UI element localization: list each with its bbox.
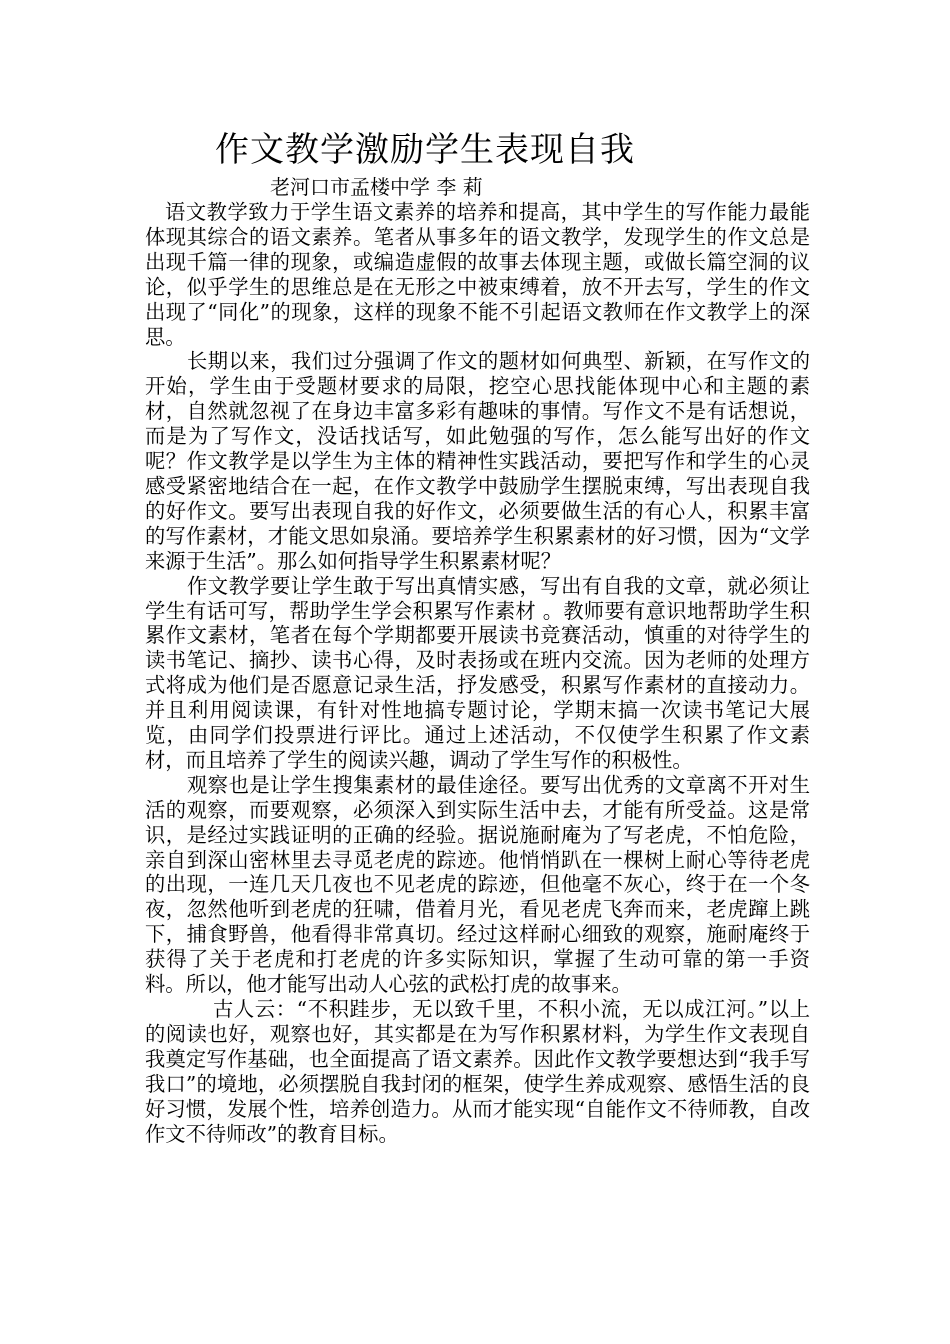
paragraph-1: 语文教学致力于学生语文素养的培养和提高，其中学生的写作能力最能体现其综合的语文素养。笔者从事多年的语文教学，发现学生的作文总是出现千篇一律的现象，或编造虚假的故事去体现主题，或做长篇空洞的议论，似乎学生的思维总是在无形之中被束缚着，放不开去写，学生的作文出现了“同化”的现象，这样的现象不能不引起语文教师在作文教学上的深思。 xyxy=(145,200,810,349)
paragraph-5: 古人云：“不积跬步，无以致千里，不积小流，无以成江河。”以上的阅读也好，观察也好，其实都是在为写作积累材料，为学生作文表现自我奠定写作基础，也全面提高了语文素养。因此作文教学要想达到“我手写我口”的境地，必须摆脱自我封闭的框架，使学生养成观察、感悟生活的良好习惯，发展个性，培养创造力。从而才能实现“自能作文不待师教，自改作文不待师改”的教育目标。 xyxy=(145,997,810,1146)
author-line: 老河口市孟楼中学 李 莉 xyxy=(270,175,483,199)
paragraph-4: 观察也是让学生搜集素材的最佳途径。要写出优秀的文章离不开对生活的观察，而要观察，必须深入到实际生活中去，才能有所受益。这是常识，是经过实践证明的正确的经验。据说施耐庵为了写老虎，不怕危险，亲自到深山密林里去寻觅老虎的踪迹。他悄悄趴在一棵树上耐心等待老虎的出现，一连几天几夜也不见老虎的踪迹，但他毫不灰心，终于在一个冬夜，忽然他听到老虎的狂啸，借着月光，看见老虎飞奔而来，老虎蹿上跳下，捕食野兽，他看得非常真切。经过这样耐心细致的观察，施耐庵终于获得了关于老虎和打老虎的许多实际知识，掌握了生动可靠的第一手资料。所以，他才能写出动人心弦的武松打虎的故事来。 xyxy=(145,772,810,997)
document-body xyxy=(145,200,810,1146)
paragraph-2: 长期以来，我们过分强调了作文的题材如何典型、新颖，在写作文的开始，学生由于受题材要求的局限，挖空心思找能体现中心和主题的素材，自然就忽视了在身边丰富多彩有趣味的事情。写作文不是有话想说，而是为了写作文，没话找话写，如此勉强的写作，怎么能写出好的作文呢？作文教学是以学生为主体的精神性实践活动，要把写作和学生的心灵感受紧密地结合在一起，在作文教学中鼓励学生摆脱束缚，写出表现自我的好作文。要写出表现自我的好作文，必须要做生活的有心人，积累丰富的写作素材，才能文思如泉涌。要培养学生积累素材的好习惯，因为“文学来源于生活”。那么如何指导学生积累素材呢？ xyxy=(145,349,810,573)
document-title: 作文教学激励学生表现自我 xyxy=(215,130,635,170)
paragraph-3: 作文教学要让学生敢于写出真情实感，写出有自我的文章，就必须让学生有话可写，帮助学生学会积累写作素材 。教师要有意识地帮助学生积累作文素材，笔者在每个学期都要开展读书竞赛活动，慎重的对待学生的读书笔记、摘抄、读书心得，及时表扬或在班内交流。因为老师的处理方式将成为他们是否愿意记录生活，抒发感受，积累写作素材的直接动力。并且利用阅读课，有针对性地搞专题讨论，学期末搞一次读书笔记大展览，由同学们投票进行评比。通过上述活动，不仅使学生积累了作文素材，而且培养了学生的阅读兴趣，调动了学生写作的积极性。 xyxy=(145,573,810,772)
